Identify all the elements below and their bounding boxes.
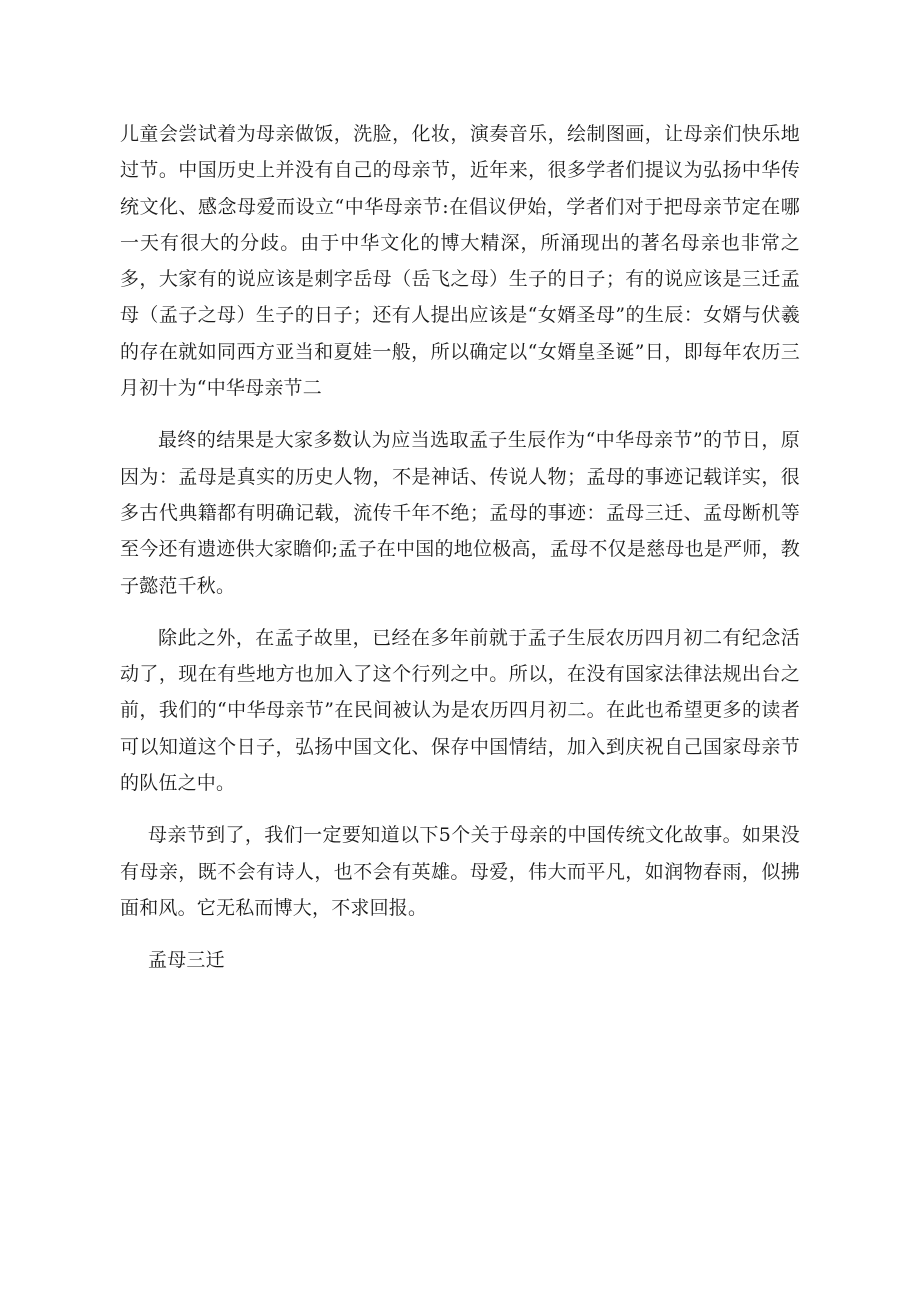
paragraph-mothers-day-origin: 儿童会尝试着为母亲做饭，洗脸，化妆，演奏音乐，绘制图画，让母亲们快乐地过节。中国历史上并没有自己的母亲节，近年来，很多学者们提议为弘扬中华传统文化、感念母爱而设立“中华母亲节:在倡议伊始，学者们对于把母亲节定在哪一天有很大的分歧。由于中华文化的博大精深，所涌现出的著名母亲也非常之多，大家有的说应该是刺字岳母（岳飞之母）生子的日子；有的说应该是三迁孟母（孟子之母）生子的日子；还有人提出应该是“女婿圣母”的生辰：女婿与伏羲的存在就如同西方亚当和夏娃一般，所以确定以“女婿皇圣诞”日，即每年农历三月初十为“中华母亲节二 — [120, 123, 800, 400]
paragraph-lunar-april-second: 除此之外，在孟子故里，已经在多年前就于孟子生辰农历四月初二有纪念活动了，现在有些地方也加入了这个行列之中。所以，在没有国家法律法规出台之前，我们的“中华母亲节”在民间被认为是农历四月初二。在此也希望更多的读者可以知道这个日子，弘扬中国文化、保存中国情结，加入到庆祝自己国家母亲节的队伍之中。 — [120, 626, 800, 795]
document-body — [120, 116, 800, 995]
paragraph-five-stories-intro: 母亲节到了，我们一定要知道以下5个关于母亲的中国传统文化故事。如果没有母亲，既不会有诗人，也不会有英雄。母爱，伟大而平凡，如润物春雨，似拂面和风。它无私而博大，不求回报。 — [120, 824, 800, 919]
paragraph-mencius-birthday-choice: 最终的结果是大家多数认为应当选取孟子生辰作为“中华母亲节”的节日，原因为：孟母是真实的历史人物，不是神话、传说人物；孟母的事迹记载详实，很多古代典籍都有明确记载，流传千年不绝；孟母的事迹：孟母三迁、孟母断机等至今还有遗迹供大家瞻仰;孟子在中国的地位极高，孟母不仅是慈母也是严师，教子懿范千秋。 — [120, 429, 800, 597]
section-heading-meng-mu-san-qian: 孟母三迁 — [148, 949, 225, 972]
